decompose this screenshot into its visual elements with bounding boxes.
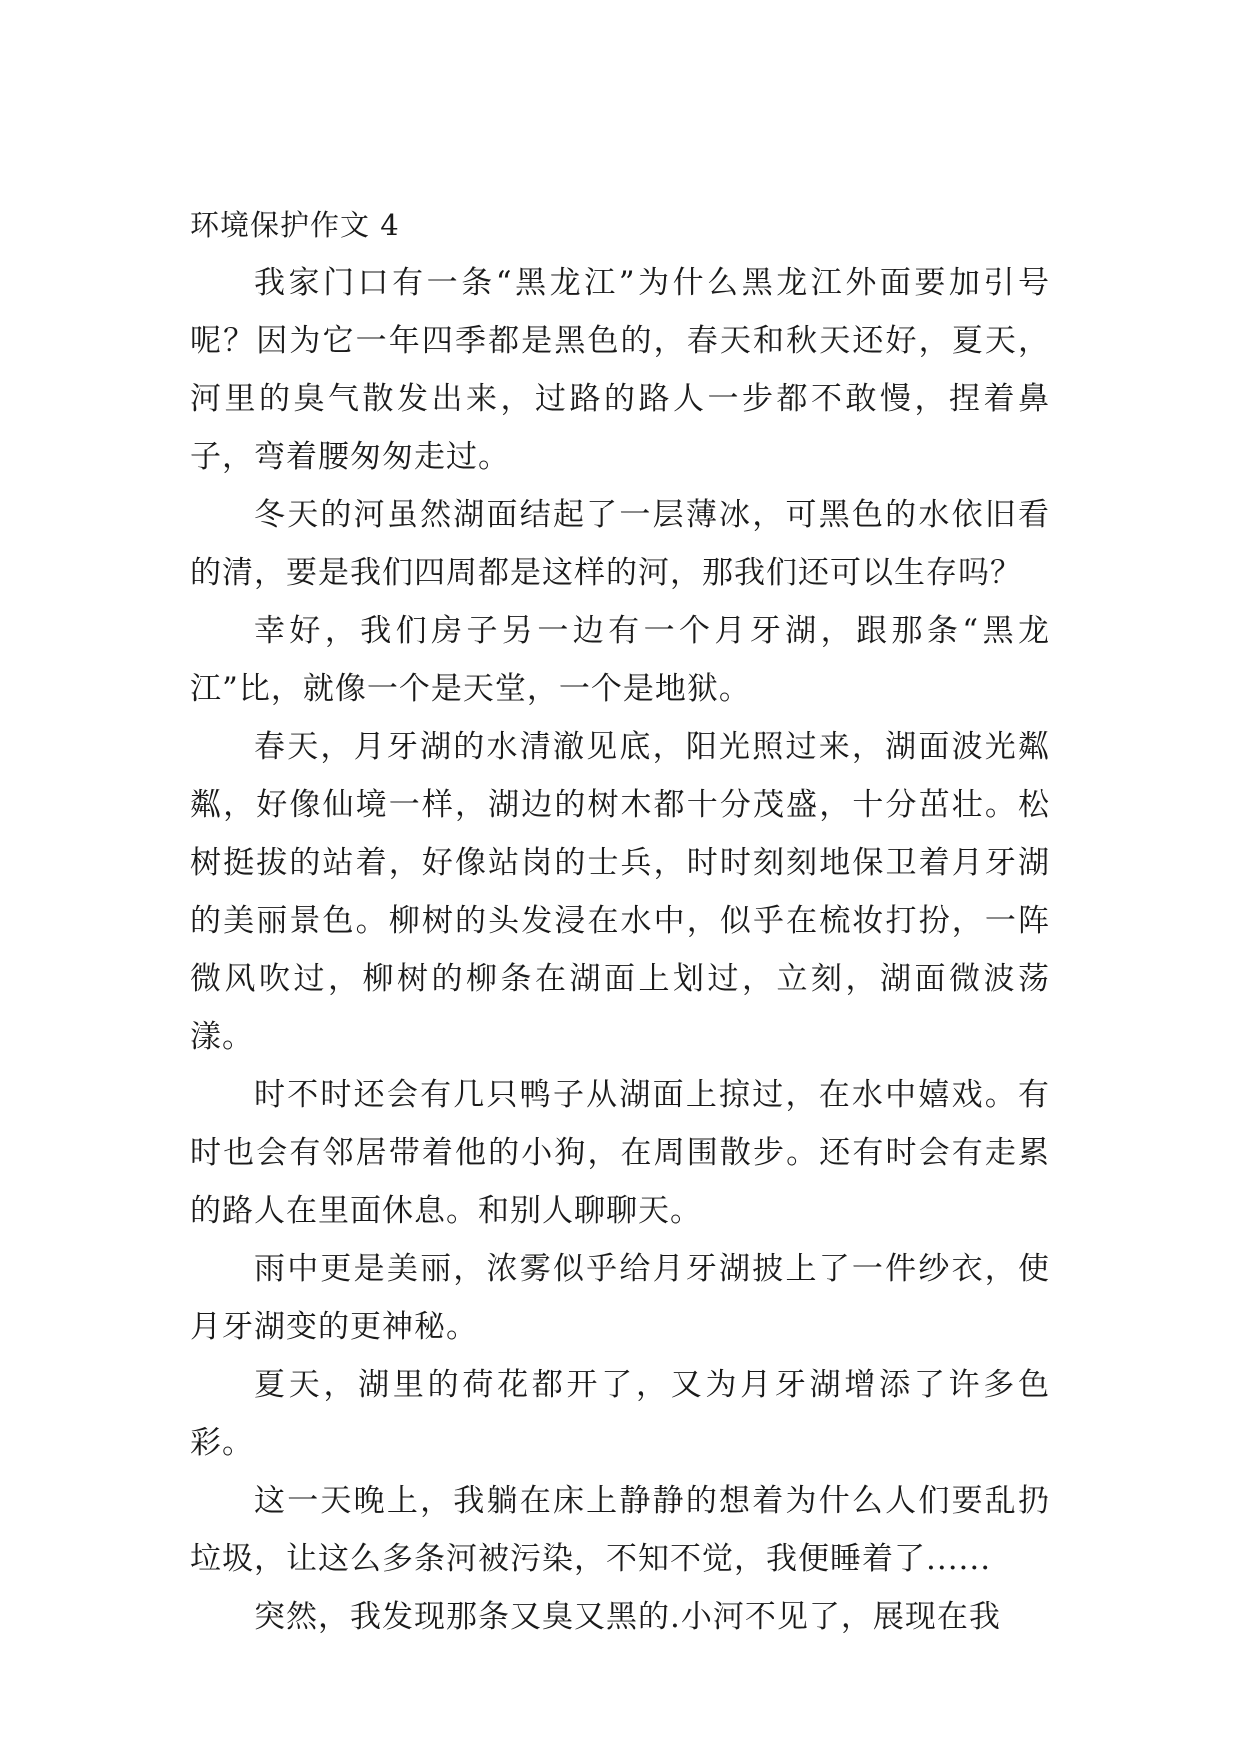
- document-page: [190, 196, 1050, 1646]
- document-title: 环境保护作文 4: [190, 208, 400, 242]
- paragraph-2: 冬天的河虽然湖面结起了一层薄冰，可黑色的水依旧看的清，要是我们四周都是这样的河，那我们还可以生存吗？: [190, 497, 1050, 591]
- paragraph-6: 雨中更是美丽，浓雾似乎给月牙湖披上了一件纱衣，使月牙湖变的更神秘。: [190, 1251, 1050, 1345]
- paragraph-4: 春天，月牙湖的水清澈见底，阳光照过来，湖面波光粼粼，好像仙境一样，湖边的树木都十分茂盛，十分茁壮。松树挺拔的站着，好像站岗的士兵，时时刻刻地保卫着月牙湖的美丽景色。柳树的头发浸在水中，似乎在梳妆打扮，一阵微风吹过，柳树的柳条在湖面上划过，立刻，湖面微波荡漾。: [190, 729, 1050, 1055]
- paragraph-5: 时不时还会有几只鸭子从湖面上掠过，在水中嬉戏。有时也会有邻居带着他的小狗，在周围散步。还有时会有走累的路人在里面休息。和别人聊聊天。: [190, 1077, 1050, 1229]
- paragraph-7: 夏天，湖里的荷花都开了，又为月牙湖增添了许多色彩。: [190, 1367, 1050, 1461]
- paragraph-1: 我家门口有一条“黑龙江”为什么黑龙江外面要加引号呢？因为它一年四季都是黑色的，春天和秋天还好，夏天，河里的臭气散发出来，过路的路人一步都不敢慢，捏着鼻子，弯着腰匆匆走过。: [190, 265, 1050, 475]
- paragraph-8: 这一天晚上，我躺在床上静静的想着为什么人们要乱扔垃圾，让这么多条河被污染，不知不觉，我便睡着了......: [190, 1483, 1050, 1577]
- paragraph-9: 突然，我发现那条又臭又黑的.小河不见了，展现在我: [254, 1599, 1001, 1635]
- paragraph-3: 幸好，我们房子另一边有一个月牙湖，跟那条“黑龙江”比，就像一个是天堂，一个是地狱。: [190, 613, 1050, 707]
